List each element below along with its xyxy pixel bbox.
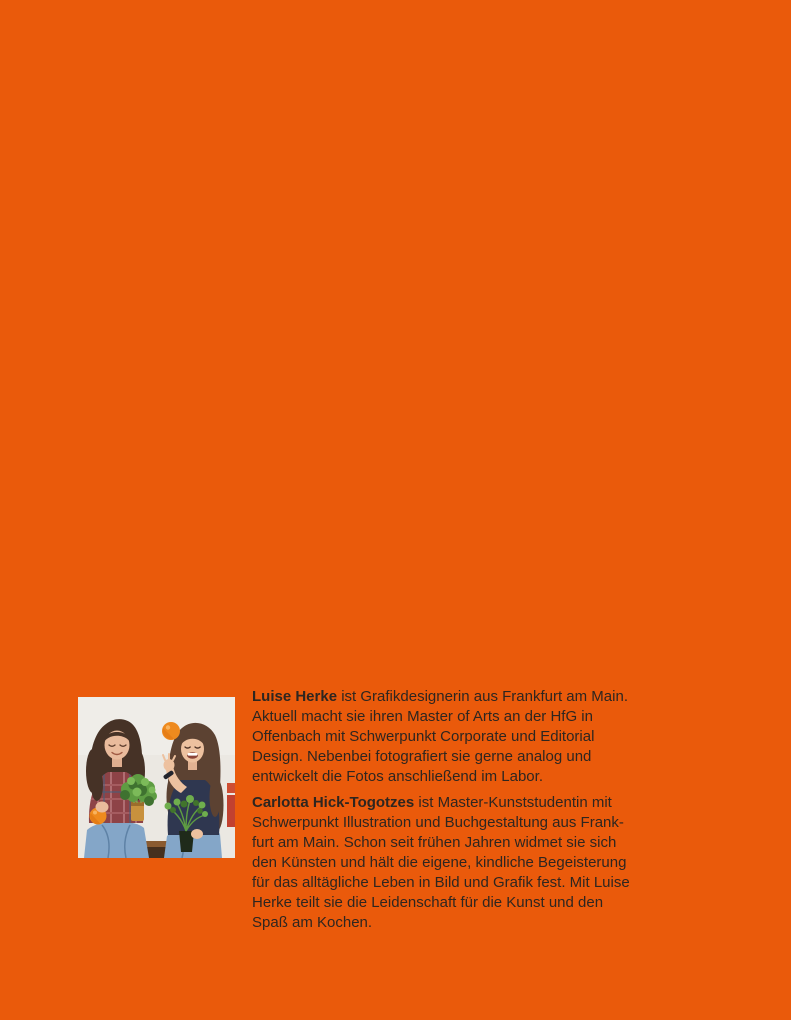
bio-line: Aktuell macht sie ihren Master of Arts an der HfG in: [252, 708, 593, 725]
bio-line: [252, 687, 712, 707]
bio-lines-luise: [252, 707, 712, 787]
bio-paragraph-carlotta: [252, 793, 712, 933]
bio-line: entwickelt die Fotos anschließend im Labor.: [252, 768, 543, 785]
tossing-hand: [164, 759, 175, 771]
bio-line: den Künsten und hält die eigene, kindliche Begeisterung: [252, 854, 627, 871]
bio-line: Spaß am Kochen.: [252, 914, 373, 931]
authors-photo: [78, 697, 235, 858]
bio-line: Herke teilt sie die Leidenschaft für die Kunst und den: [252, 894, 604, 911]
bio-text: ist Grafikdesignerin aus Frankfurt am Main.: [337, 688, 628, 705]
hand-on-pot: [191, 829, 203, 839]
bio-line: für das alltägliche Leben in Bild und Grafik fest. Mit Luise: [252, 874, 630, 891]
bio-line: Design. Nebenbei fotografiert sie gerne analog und: [252, 748, 592, 765]
bio-line: Offenbach mit Schwerpunkt Corporate und Editorial: [252, 728, 595, 745]
bio-paragraph-luise: [252, 687, 712, 787]
red-chair: [227, 783, 235, 827]
author-name-carlotta: Carlotta Hick-Togotzes: [252, 794, 415, 811]
orange-fruit-tossed: [162, 722, 180, 740]
author-bios: [252, 687, 712, 933]
bio-text: ist Master-Kunststudentin mit: [414, 794, 612, 811]
authors-photo-illustration: [78, 697, 235, 858]
bio-line: [252, 793, 712, 813]
bio-lines-carlotta: [252, 813, 712, 933]
bio-line: furt am Main. Schon seit frühen Jahren widmet sie sich: [252, 834, 617, 851]
bio-line: Schwerpunkt Illustration und Buchgestaltung aus Frank-: [252, 814, 624, 831]
left-hand: [96, 802, 109, 813]
author-name-luise: Luise Herke: [252, 688, 338, 705]
